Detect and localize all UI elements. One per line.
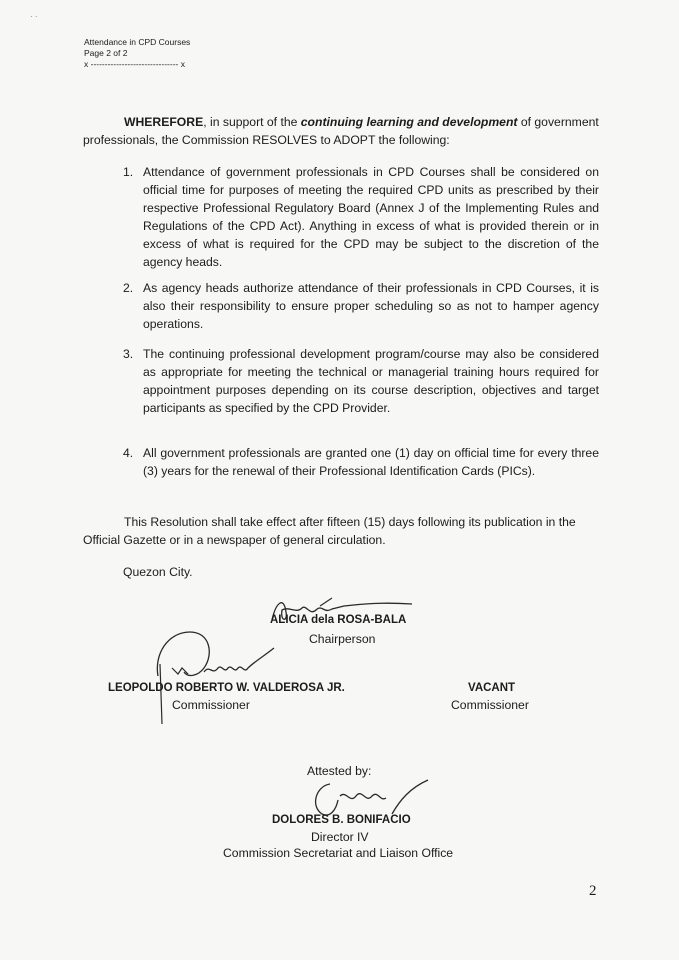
intro-text-1: , in support of the [203,115,301,129]
director-title: Director IV [311,830,369,844]
item-text: All government professionals are granted one (1) day on official time for every three (3) years for the renewal of their Professional Identification Cards (PICs). [143,446,599,478]
item-text: Attendance of government professionals in CPD Courses shall be considered on official time for purposes of meeting the required CPD units as prescribed by their respective Professional Regulatory Board (Annex J of the Implementing Rules and Regulations of the CPD Act). Anything in excess of what is provided therein or in excess of what is required for the CPD may be subject to the discretion of the agency heads. [143,165,599,269]
item-number: 4. [123,446,134,460]
item-number: 1. [123,165,134,179]
intro-emphasis: continuing learning and development [300,115,518,129]
resolution-item-1 [123,163,599,271]
page-number: 2 [589,883,597,899]
effectivity-paragraph: This Resolution shall take effect after fifteen (15) days following its publication in the Official Gazette or in a newspaper of general circulation. [83,515,576,547]
director-name: DOLORES B. BONIFACIO [272,814,411,826]
place-of-signing: Quezon City. [123,565,193,579]
header-page: Page 2 of 2 [84,48,128,58]
scan-speck: · · [30,12,38,21]
attested-by-label: Attested by: [307,764,372,778]
commissioner-signature [148,624,278,734]
commissioner-2-name: VACANT [468,682,516,694]
wherefore-paragraph [83,113,599,149]
item-text: As agency heads authorize attendance of their professionals in CPD Courses, it is also their responsibility to ensure proper scheduling so as not to hamper agency operations. [143,281,599,331]
item-number: 3. [123,347,134,361]
item-text: The continuing professional development program/course may also be considered as appropriate for meeting the technical or managerial training hours required for appointment purposes depending on its course description, objectives and target participants as specified by the CPD Provider. [143,347,599,415]
commissioner-1-name: LEOPOLDO ROBERTO W. VALDEROSA JR. [108,682,345,694]
header-title: Attendance in CPD Courses [84,37,191,47]
running-header [84,37,190,70]
resolution-item-3 [123,345,599,417]
intro-text-2: of government professionals, the Commission RESOLVES to ADOPT the following: [83,115,599,147]
resolution-item-4 [123,444,599,480]
commissioner-1-title: Commissioner [172,698,250,712]
office-name: Commission Secretariat and Liaison Office [223,846,454,860]
resolution-item-2 [123,279,599,333]
chair-title: Chairperson [309,632,376,646]
chair-name: ALICIA dela ROSA-BALA [270,614,407,626]
item-number: 2. [123,281,134,295]
header-rule: x ------------------------------- x [84,59,185,69]
wherefore-lead: WHEREFORE [124,115,204,129]
commissioner-2-title: Commissioner [451,698,529,712]
